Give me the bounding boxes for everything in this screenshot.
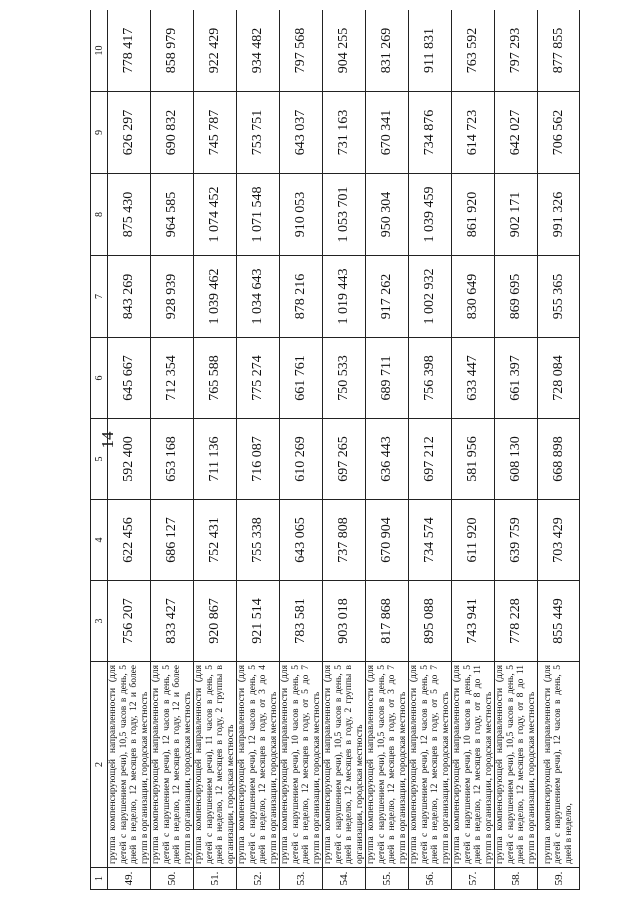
cost-value: 734 574 bbox=[409, 500, 452, 581]
cost-value: 643 037 bbox=[280, 92, 323, 174]
group-description: группа компенсирующей направленности (для детей с нарушением речи), 10,5 часов в день, 5 дней в неделю, 12 месяцев в году, от 8 до 11 групп в организации, городская местность bbox=[495, 662, 538, 868]
cost-value: 670 904 bbox=[366, 500, 409, 581]
cost-value: 1 019 443 bbox=[323, 256, 366, 338]
column-header: 7 bbox=[91, 256, 108, 338]
row-number: 58. bbox=[495, 868, 538, 890]
cost-value: 752 431 bbox=[194, 500, 237, 581]
column-header: 6 bbox=[91, 338, 108, 419]
cost-value: 921 514 bbox=[237, 581, 280, 662]
cost-value: 639 759 bbox=[495, 500, 538, 581]
cost-value: 950 304 bbox=[366, 174, 409, 256]
cost-value: 902 171 bbox=[495, 174, 538, 256]
cost-value: 653 168 bbox=[151, 419, 194, 500]
row-number: 49. bbox=[108, 868, 151, 890]
column-header: 10 bbox=[91, 10, 108, 92]
row-number: 56. bbox=[409, 868, 452, 890]
cost-value: 745 787 bbox=[194, 92, 237, 174]
table-row bbox=[151, 10, 194, 890]
cost-value: 636 443 bbox=[366, 419, 409, 500]
cost-value: 703 429 bbox=[538, 500, 580, 581]
cost-value: 614 723 bbox=[452, 92, 495, 174]
cost-value: 991 326 bbox=[538, 174, 580, 256]
group-description: группа компенсирующей направленности (для детей с нарушением речи), 10,5 часов в день, 5 дней в неделю, 12 месяцев в году, 12 и более групп в организации, городская местность bbox=[108, 662, 151, 868]
table-row bbox=[538, 10, 580, 890]
page-number: 14 bbox=[98, 431, 117, 449]
cost-value: 830 649 bbox=[452, 256, 495, 338]
cost-value: 1 039 459 bbox=[409, 174, 452, 256]
cost-value: 611 920 bbox=[452, 500, 495, 581]
cost-value: 904 255 bbox=[323, 10, 366, 92]
row-number: 59. bbox=[538, 868, 580, 890]
cost-value: 895 088 bbox=[409, 581, 452, 662]
cost-value: 797 293 bbox=[495, 10, 538, 92]
cost-value: 743 941 bbox=[452, 581, 495, 662]
row-number: 54. bbox=[323, 868, 366, 890]
cost-value: 903 018 bbox=[323, 581, 366, 662]
cost-value: 878 216 bbox=[280, 256, 323, 338]
cost-value: 728 084 bbox=[538, 338, 580, 419]
cost-value: 817 868 bbox=[366, 581, 409, 662]
column-header: 2 bbox=[91, 662, 108, 868]
cost-value: 1 053 701 bbox=[323, 174, 366, 256]
cost-value: 633 447 bbox=[452, 338, 495, 419]
cost-value: 753 751 bbox=[237, 92, 280, 174]
cost-value: 642 027 bbox=[495, 92, 538, 174]
cost-value: 855 449 bbox=[538, 581, 580, 662]
table-row bbox=[366, 10, 409, 890]
cost-value: 755 338 bbox=[237, 500, 280, 581]
table-row bbox=[452, 10, 495, 890]
table-row bbox=[280, 10, 323, 890]
cost-value: 783 581 bbox=[280, 581, 323, 662]
group-description: группа компенсирующей направленности (для детей с нарушением речи), 10,5 часов в день, 5 дней в неделю, 12 месяцев в году, от 3 до 7 групп в организации, городская местность bbox=[366, 662, 409, 868]
column-header: 3 bbox=[91, 581, 108, 662]
cost-value: 645 667 bbox=[108, 338, 151, 419]
column-header: 9 bbox=[91, 92, 108, 174]
cost-value: 1 039 462 bbox=[194, 256, 237, 338]
row-number: 52. bbox=[237, 868, 280, 890]
table-row bbox=[409, 10, 452, 890]
cost-value: 861 920 bbox=[452, 174, 495, 256]
cost-value: 778 228 bbox=[495, 581, 538, 662]
cost-value: 1 071 548 bbox=[237, 174, 280, 256]
group-description: группа компенсирующей направленности (для детей с нарушением речи), 10 часов в день, 5 дней в неделю, 12 месяцев в году, от 8 до 11 групп в организации, городская местность bbox=[452, 662, 495, 868]
cost-value: 763 592 bbox=[452, 10, 495, 92]
cost-value: 858 979 bbox=[151, 10, 194, 92]
cost-value: 750 533 bbox=[323, 338, 366, 419]
cost-value: 610 269 bbox=[280, 419, 323, 500]
cost-value: 690 832 bbox=[151, 92, 194, 174]
cost-value: 843 269 bbox=[108, 256, 151, 338]
table-body bbox=[108, 10, 580, 890]
cost-value: 734 876 bbox=[409, 92, 452, 174]
row-number: 51. bbox=[194, 868, 237, 890]
cost-value: 1 074 452 bbox=[194, 174, 237, 256]
cost-value: 706 562 bbox=[538, 92, 580, 174]
group-description: группа компенсирующей направленности (для детей с нарушением речи), 12 часов в день, 5 дней в неделю, 12 месяцев в году, от 5 до 7 групп в организации, городская местность bbox=[409, 662, 452, 868]
cost-value: 643 065 bbox=[280, 500, 323, 581]
cost-value: 661 397 bbox=[495, 338, 538, 419]
column-header: 5 bbox=[91, 419, 108, 500]
cost-value: 689 711 bbox=[366, 338, 409, 419]
group-description: группа компенсирующей направленности (для детей с нарушением речи), 11 часов в день, 5 дней в неделю, 12 месяцев в году, 2 группы в организации, городская местность bbox=[194, 662, 237, 868]
row-number: 50. bbox=[151, 868, 194, 890]
cost-value: 731 163 bbox=[323, 92, 366, 174]
cost-value: 756 398 bbox=[409, 338, 452, 419]
cost-value: 581 956 bbox=[452, 419, 495, 500]
cost-value: 869 695 bbox=[495, 256, 538, 338]
table-row bbox=[323, 10, 366, 890]
cost-value: 756 207 bbox=[108, 581, 151, 662]
cost-value: 964 585 bbox=[151, 174, 194, 256]
cost-value: 920 867 bbox=[194, 581, 237, 662]
cost-value: 928 939 bbox=[151, 256, 194, 338]
column-header: 8 bbox=[91, 174, 108, 256]
column-header: 1 bbox=[91, 868, 108, 890]
cost-value: 737 808 bbox=[323, 500, 366, 581]
cost-value: 668 898 bbox=[538, 419, 580, 500]
header-row bbox=[91, 10, 108, 890]
cost-value: 911 831 bbox=[409, 10, 452, 92]
cost-value: 917 262 bbox=[366, 256, 409, 338]
cost-value: 711 136 bbox=[194, 419, 237, 500]
row-number: 55. bbox=[366, 868, 409, 890]
table-frame bbox=[90, 10, 610, 890]
group-description: группа компенсирующей направленности (для детей с нарушением речи), 10,5 часов в день, 5 дней в неделю, 12 месяцев в году, 2 группы в организации, городская местность bbox=[323, 662, 366, 868]
column-header: 4 bbox=[91, 500, 108, 581]
cost-value: 833 427 bbox=[151, 581, 194, 662]
cost-value: 1 034 643 bbox=[237, 256, 280, 338]
tariff-table bbox=[90, 10, 580, 890]
cost-value: 712 354 bbox=[151, 338, 194, 419]
group-description: группа компенсирующей направленности (для детей с нарушением речи), 12 часов в день, 5 дней в неделю, 12 месяцев в году, 12 и более групп в организации, городская местность bbox=[151, 662, 194, 868]
cost-value: 1 002 932 bbox=[409, 256, 452, 338]
cost-value: 626 297 bbox=[108, 92, 151, 174]
cost-value: 661 761 bbox=[280, 338, 323, 419]
cost-value: 670 341 bbox=[366, 92, 409, 174]
cost-value: 778 417 bbox=[108, 10, 151, 92]
cost-value: 875 430 bbox=[108, 174, 151, 256]
table-row bbox=[194, 10, 237, 890]
cost-value: 765 588 bbox=[194, 338, 237, 419]
cost-value: 697 265 bbox=[323, 419, 366, 500]
table-row bbox=[495, 10, 538, 890]
cost-value: 955 365 bbox=[538, 256, 580, 338]
cost-value: 697 212 bbox=[409, 419, 452, 500]
table-row bbox=[237, 10, 280, 890]
group-description: группа компенсирующей направленности (для детей с нарушением речи), 10 часов в день, 5 дней в неделю, 12 месяцев в году, от 5 до 7 групп в организации, городская местность bbox=[280, 662, 323, 868]
cost-value: 910 053 bbox=[280, 174, 323, 256]
row-number: 57. bbox=[452, 868, 495, 890]
cost-value: 608 130 bbox=[495, 419, 538, 500]
cost-value: 622 456 bbox=[108, 500, 151, 581]
cost-value: 686 127 bbox=[151, 500, 194, 581]
group-description: группа компенсирующей направленности (для детей с нарушением речи), 12 часов в день, 5 дней в неделю, 12 месяцев в году, от 3 до 4 групп в организации, городская местность bbox=[237, 662, 280, 868]
cost-value: 716 087 bbox=[237, 419, 280, 500]
rotated-page bbox=[90, 10, 610, 890]
cost-value: 934 482 bbox=[237, 10, 280, 92]
table-row bbox=[108, 10, 151, 890]
cost-value: 775 274 bbox=[237, 338, 280, 419]
cost-value: 831 269 bbox=[366, 10, 409, 92]
cost-value: 922 429 bbox=[194, 10, 237, 92]
group-description: группа компенсирующей направленности (для детей с нарушением речи), 12 часов в день, 5 дней в неделю, bbox=[538, 662, 580, 868]
cost-value: 797 568 bbox=[280, 10, 323, 92]
cost-value: 592 400 bbox=[108, 419, 151, 500]
row-number: 53. bbox=[280, 868, 323, 890]
cost-value: 877 855 bbox=[538, 10, 580, 92]
